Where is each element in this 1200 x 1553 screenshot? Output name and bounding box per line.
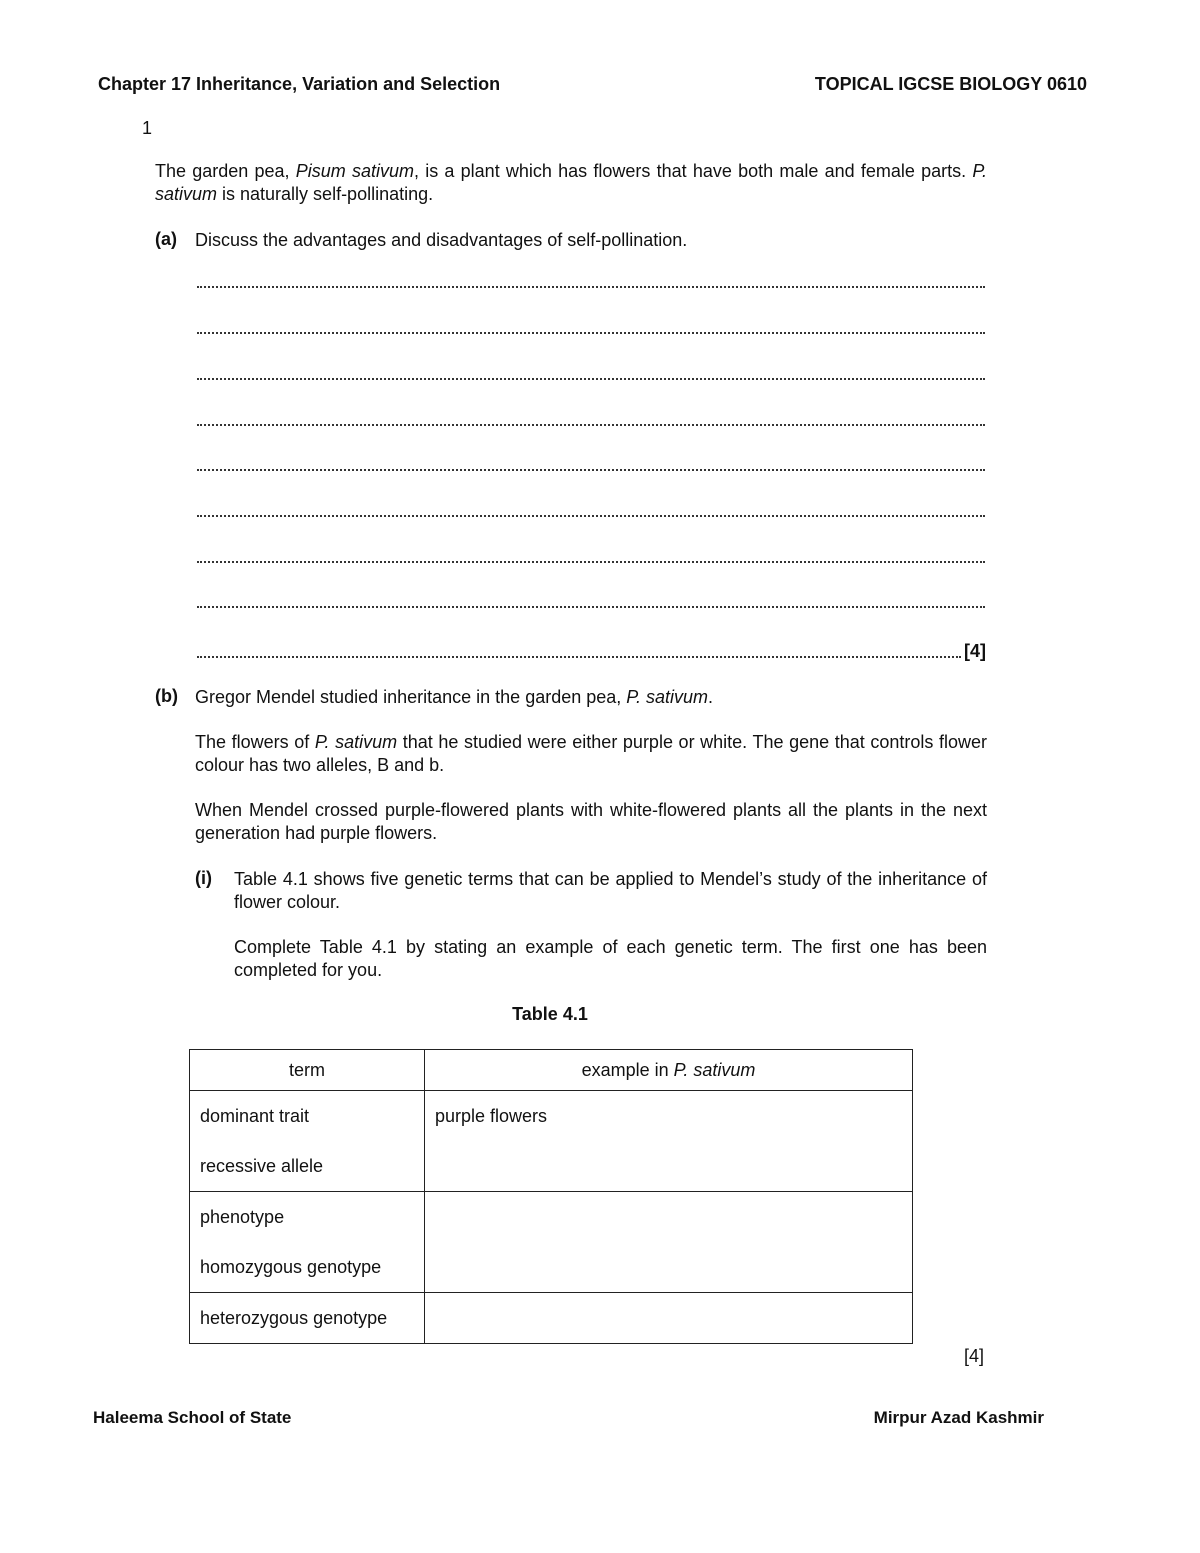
answer-line-9[interactable] (197, 656, 961, 658)
table-caption: Table 4.1 (512, 1004, 588, 1024)
header-term: term (190, 1050, 425, 1091)
example-cell[interactable] (425, 1091, 913, 1192)
sub-i-text-1: Table 4.1 shows five genetic terms that can be applied to Mendel’s study of the inheritance of flower colour. (234, 869, 987, 912)
part-b-intro-end: . (707, 687, 713, 707)
header-course-title: TOPICAL IGCSE BIOLOGY 0610 (814, 74, 1087, 94)
table-row (190, 1192, 913, 1293)
answer-line-4[interactable] (197, 424, 985, 426)
table-header-row (190, 1050, 913, 1091)
example-recessive-allele[interactable] (435, 1141, 912, 1191)
example-heterozygous-genotype[interactable] (435, 1293, 912, 1343)
part-a-label: (a) (155, 229, 177, 249)
part-b-paragraph-3: When Mendel crossed purple-flowered plants with white-flowered plants all the plants in the next generation had purple flowers. (195, 800, 987, 843)
term-phenotype: phenotype (200, 1207, 285, 1227)
answer-line-7[interactable] (197, 561, 985, 563)
example-dominant-trait: purple flowers (435, 1106, 548, 1126)
header-example (425, 1050, 913, 1091)
part-a-marks: [4] (964, 641, 986, 661)
term-recessive-allele: recessive allele (200, 1156, 324, 1176)
answer-line-1[interactable] (197, 286, 985, 288)
example-homozygous-genotype[interactable] (435, 1242, 912, 1292)
intro-abbrev: P. sativum (155, 161, 987, 204)
term-cell (190, 1091, 425, 1192)
intro-text-1: The garden pea, (155, 161, 296, 181)
answer-line-6[interactable] (197, 515, 985, 517)
example-phenotype[interactable] (435, 1192, 912, 1242)
intro-text-2: , is a plant which has flowers that have both male and female parts. (414, 161, 973, 181)
part-b-p2-text-b: that he studied were either purple or white. The gene that controls flower colour has two alleles, B and b. (195, 732, 988, 775)
header-example-text: example in (581, 1059, 674, 1080)
part-b-p2-text-a: The flowers of (195, 732, 315, 752)
example-cell[interactable] (425, 1293, 913, 1344)
intro-text-3: is naturally self-pollinating. (217, 184, 434, 204)
term-cell (190, 1293, 425, 1344)
part-b-label: (b) (155, 686, 178, 706)
example-cell[interactable] (425, 1192, 913, 1293)
header-example-species: P. sativum (673, 1059, 756, 1080)
question-number: 1 (142, 118, 153, 138)
part-b-paragraph-2 (195, 731, 987, 777)
term-homozygous-genotype: homozygous genotype (200, 1257, 382, 1277)
answer-line-2[interactable] (197, 332, 985, 334)
table-marks: [4] (964, 1346, 985, 1366)
part-b-p2-species: P. sativum (314, 732, 398, 752)
sub-i-text-2: Complete Table 4.1 by stating an example of each genetic term. The first one has been completed for you. (234, 937, 987, 980)
term-dominant-trait: dominant trait (200, 1106, 310, 1126)
term-heterozygous-genotype: heterozygous genotype (200, 1308, 388, 1328)
answer-line-8[interactable] (197, 606, 985, 608)
footer-location: Mirpur Azad Kashmir (873, 1408, 1044, 1427)
answer-line-3[interactable] (197, 378, 985, 380)
genetic-terms-table (189, 1049, 913, 1344)
footer-school: Haleema School of State (93, 1408, 292, 1427)
term-cell (190, 1192, 425, 1293)
sub-i-label: (i) (195, 868, 212, 888)
part-b-intro-species: P. sativum (626, 687, 708, 707)
table-row (190, 1091, 913, 1192)
part-a-question: Discuss the advantages and disadvantages of self-pollination. (195, 230, 688, 250)
header-chapter-title: Chapter 17 Inheritance, Variation and Selection (98, 74, 501, 94)
answer-line-5[interactable] (197, 469, 985, 471)
intro-species: Pisum sativum (295, 161, 414, 181)
part-b-intro (195, 686, 713, 709)
table-row (190, 1293, 913, 1344)
intro-paragraph (155, 160, 987, 206)
part-b-intro-text: Gregor Mendel studied inheritance in the garden pea, (195, 687, 627, 707)
